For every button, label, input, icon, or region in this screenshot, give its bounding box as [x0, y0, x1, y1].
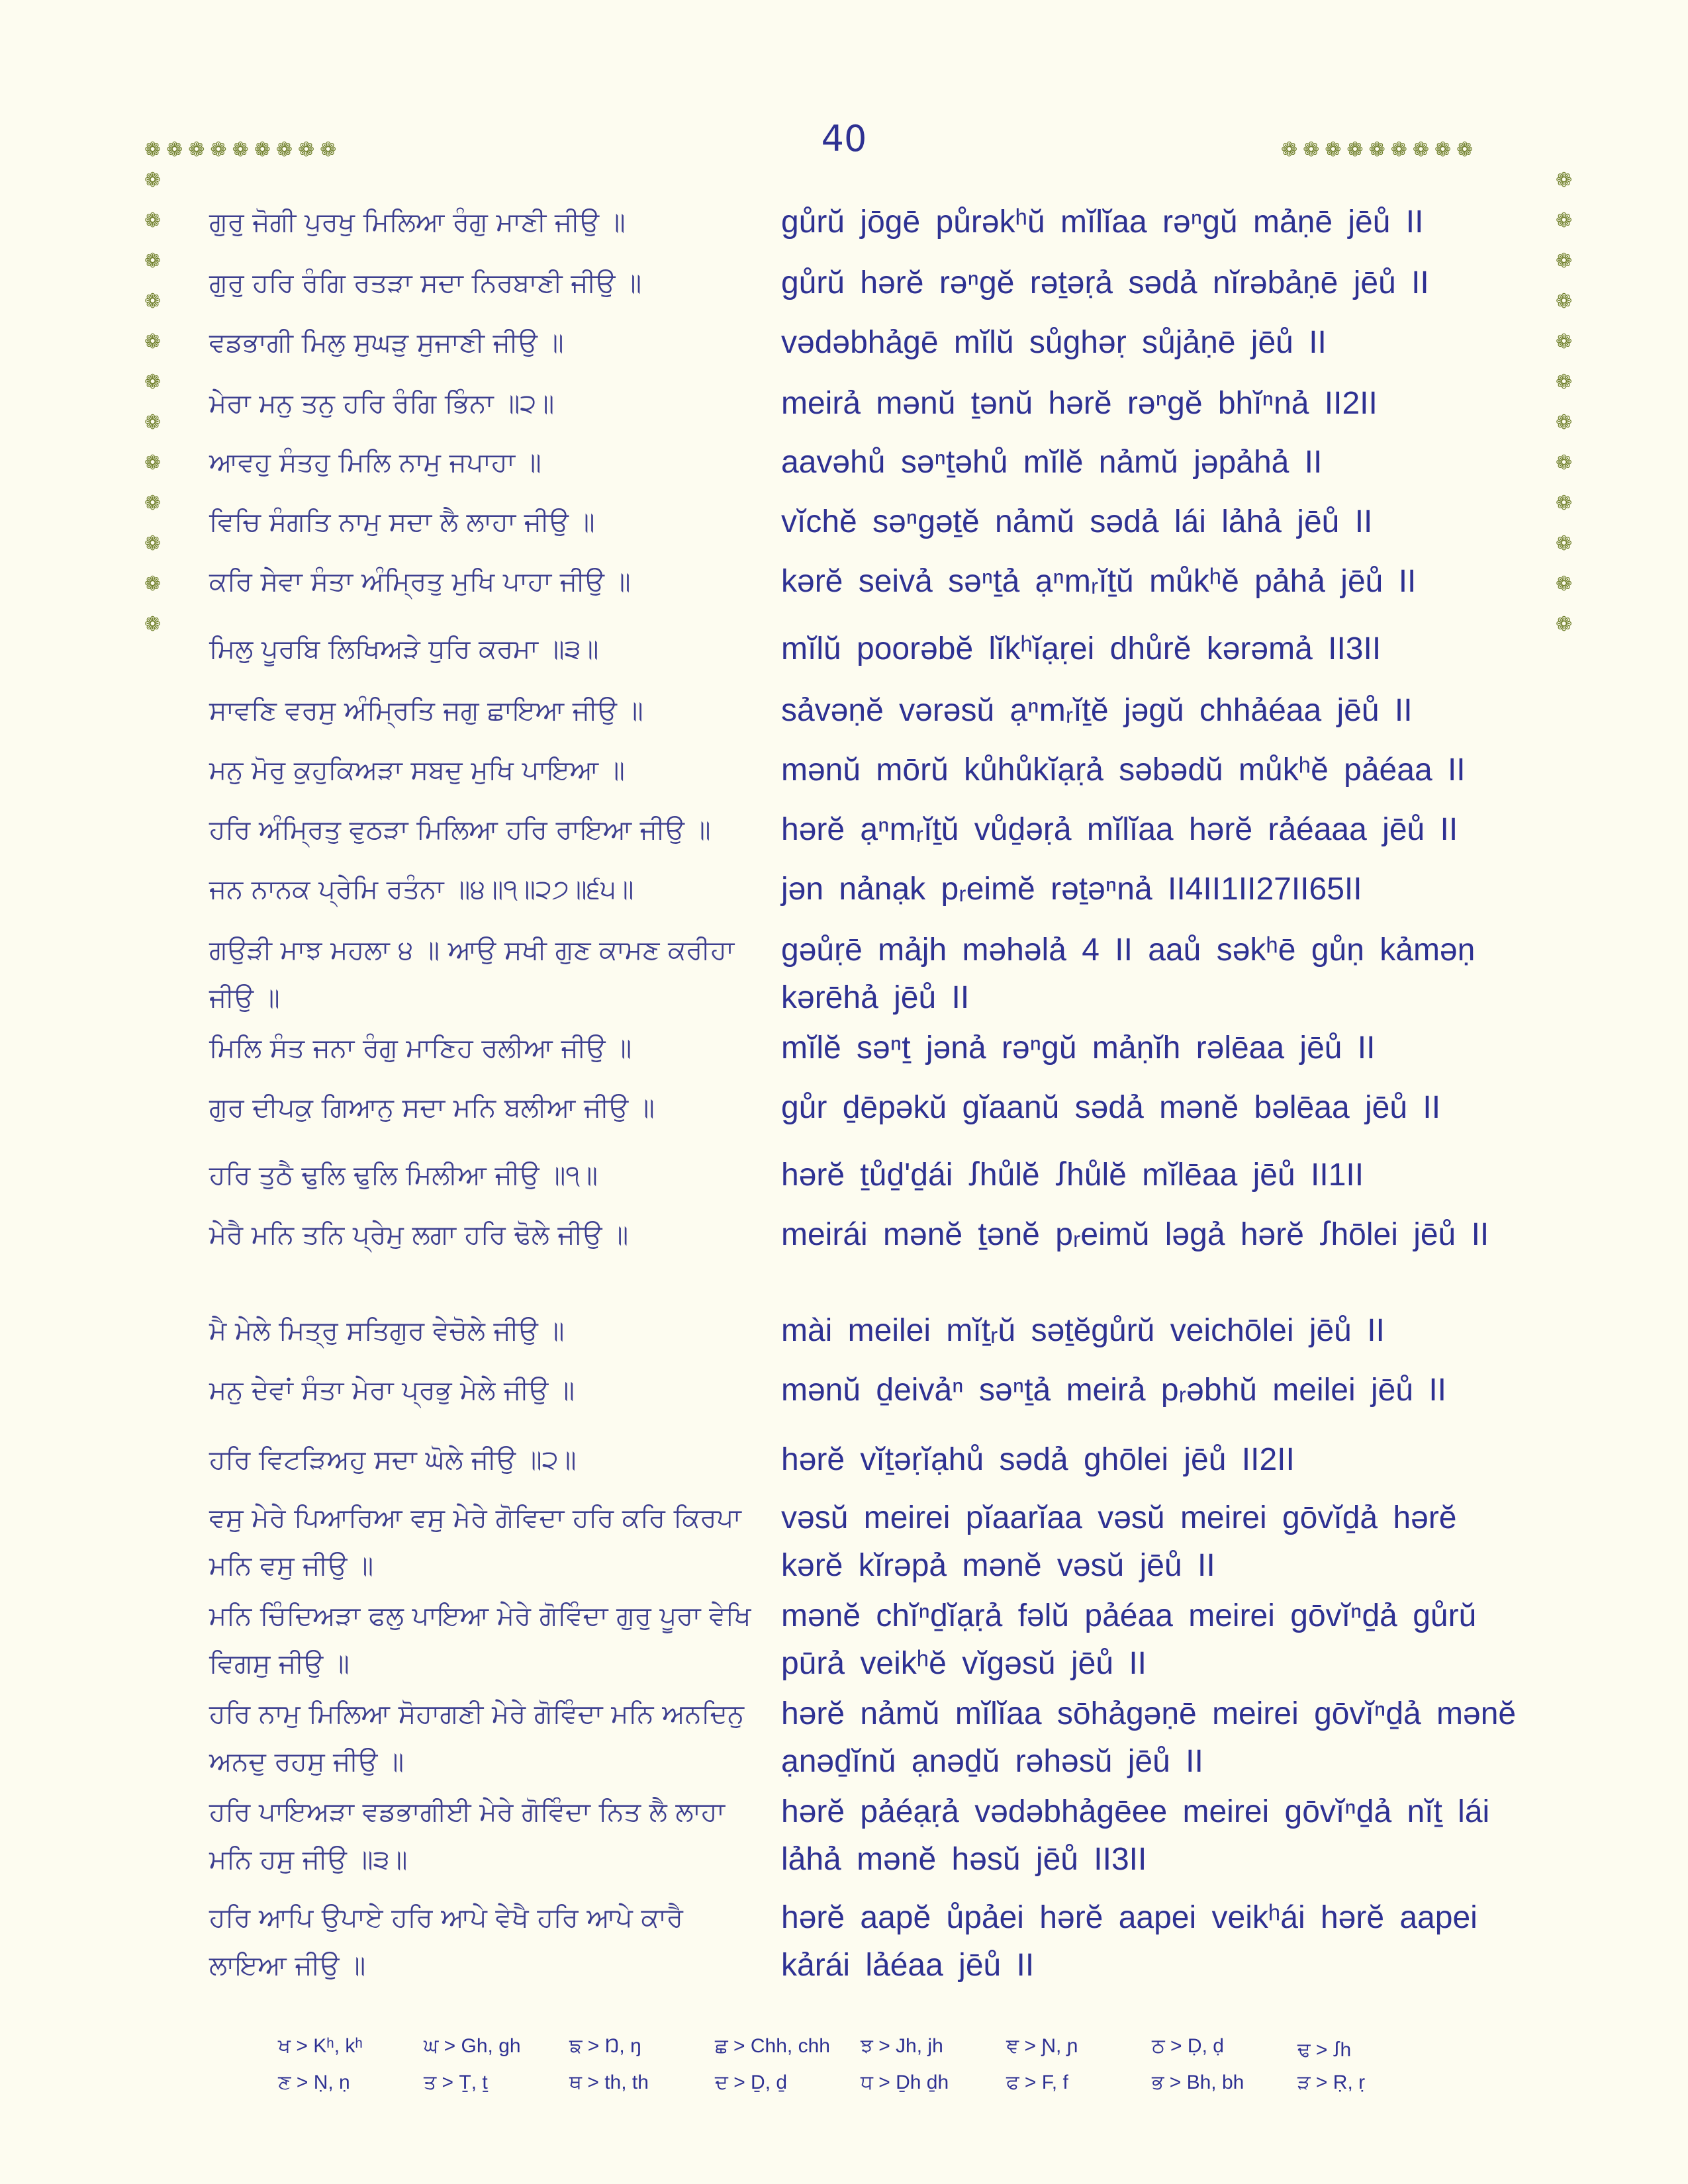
gurmukhi-text: ਵਸੁ ਮੇਰੇ ਪਿਆਰਿਆ ਵਸੁ ਮੇਰੇ ਗੋਵਿਦਾ ਹਰਿ ਕਰਿ ਕਿਰਪਾ ਮਨਿ ਵਸੁ ਜੀਉ ॥: [209, 1503, 741, 1581]
legend-entry: ਠ > Ḍ, ḍ: [1152, 2035, 1224, 2057]
legend-entry: ਤ > Ṯ, ṯ: [424, 2071, 488, 2093]
legend-entry: ਣ > Ṇ, ṇ: [278, 2071, 350, 2093]
gurmukhi-text: ਮੈ ਮੇਲੇ ਮਿਤ੍ਰੁ ਸਤਿਗੁਰ ਵੇਚੋਲੇ ਜੀਉ ॥: [209, 1316, 565, 1346]
transliteration-text: sảvəṇĕ vərəsŭ ạⁿmᵣĭṯĕ jəgŭ chhảéaa jēů II: [781, 693, 1413, 728]
legend-entry: ਥ > th, th: [569, 2071, 649, 2093]
transliteration-text: meirả mənŭ ṯənŭ hərĕ rəⁿgĕ bhĭⁿnả II2II: [781, 386, 1378, 421]
legend-entry: ਝ > Jh, jh: [861, 2035, 943, 2057]
gurmukhi-text: ਹਰਿ ਪਾਇਅੜਾ ਵਡਭਾਗੀਈ ਮੇਰੇ ਗੋਵਿੰਦਾ ਨਿਤ ਲੈ ਲਾਹਾ ਮਨਿ ਹਸੁ ਜੀਉ ॥੩॥: [209, 1797, 726, 1875]
gurmukhi-text: ਹਰਿ ਨਾਮੁ ਮਿਲਿਆ ਸੋਹਾਗਣੀ ਮੇਰੇ ਗੋਵਿੰਦਾ ਮਨਿ ਅਨਦਿਨੁ ਅਨਦੁ ਰਹਸੁ ਜੀਉ ॥: [209, 1699, 744, 1777]
transliteration-text: mənŭ mōrŭ kůhůkĭạṛả səbədŭ můkʰĕ pảéaa II: [781, 752, 1466, 788]
gurmukhi-text: ਗੁਰ ਦੀਪਕੁ ਗਿਆਨੁ ਸਦਾ ਮਨਿ ਬਲੀਆ ਜੀਉ ॥: [209, 1093, 655, 1123]
gurmukhi-text: ਮਿਲੁ ਪੂਰਬਿ ਲਿਖਿਅੜੇ ਧੁਰਿ ਕਰਮਾ ॥੩॥: [209, 634, 599, 664]
legend-entry: ਢ > ꭍh: [1297, 2039, 1352, 2061]
transliteration-text: hərĕ pảéạṛả vədəbhảgēee meirei gōvĭⁿḏả nĭṯ lái lảhả mənĕ həsŭ jēů II3II: [781, 1794, 1490, 1877]
transliteration-text: aavəhů səⁿṯəhů mĭlĕ nảmŭ jəpảhả II: [781, 445, 1323, 480]
gurmukhi-text: ਸਾਵਣਿ ਵਰਸੁ ਅੰਮ੍ਰਿਤਿ ਜਗੁ ਛਾਇਆ ਜੀਉ ॥: [209, 696, 643, 726]
transliteration-text: mənŭ ḏeivảⁿ səⁿṯả meirả pᵣəbhŭ meilei jēů II: [781, 1373, 1447, 1408]
gurmukhi-text: ਗੁਰੁ ਜੋਗੀ ਪੁਰਖੁ ਮਿਲਿਆ ਰੰਗੁ ਮਾਣੀ ਜੀਉ ॥: [209, 207, 626, 238]
gurmukhi-text: ਹਰਿ ਵਿਟੜਿਅਹੁ ਸਦਾ ਘੋਲੇ ਜੀਉ ॥੨॥: [209, 1445, 577, 1475]
gurmukhi-text: ਵਡਭਾਗੀ ਮਿਲੁ ਸੁਘੜੁ ਸੁਜਾਣੀ ਜੀਉ ॥: [209, 328, 564, 358]
transliteration-text: vĭchĕ səⁿgəṯĕ nảmŭ sədả lái lảhả jēů II: [781, 504, 1373, 539]
transliteration-text: gůr ḏēpəkŭ gĭaanŭ sədả mənĕ bəlēaa jēů II: [781, 1090, 1441, 1125]
legend-entry: ਧ > Ḏh ḏh: [861, 2071, 949, 2093]
transliteration-text: mài meilei mĭṯᵣŭ səṯĕgůrŭ veichōlei jēů II: [781, 1313, 1385, 1348]
legend-entry: ਞ > Ɲ, ɲ: [1006, 2035, 1078, 2057]
gurmukhi-text: ਵਿਚਿ ਸੰਗਤਿ ਨਾਮੁ ਸਦਾ ਲੈ ਲਾਹਾ ਜੀਉ ॥: [209, 507, 595, 537]
legend-entry: ਫ > F, f: [1006, 2071, 1068, 2093]
gurmukhi-text: ਮਨੁ ਦੇਵਾਂ ਸੰਤਾ ਮੇਰਾ ਪ੍ਰਭੁ ਮੇਲੇ ਜੀਉ ॥: [209, 1375, 575, 1406]
transliteration-text: vədəbhảgē mĭlŭ sůghəṛ sůjảṇē jēů II: [781, 325, 1327, 360]
transliteration-text: gůrŭ jōgē půrəkʰŭ mĭlĭaa rəⁿgŭ mảṇē jēů II: [781, 205, 1424, 240]
transliteration-text: hərĕ ṯůḏ'ḏái ꭍhůlĕ ꭍhůlĕ mĭlēaa jēů II1II: [781, 1158, 1364, 1193]
legend-entry: ਘ > Gh, gh: [424, 2035, 521, 2057]
page-number: 40: [821, 118, 867, 159]
gurmukhi-text: ਮਨੁ ਮੋਰੁ ਕੁਹੁਕਿਅੜਾ ਸਬਦੁ ਮੁਖਿ ਪਾਇਆ ॥: [209, 755, 625, 786]
transliteration-text: meirái mənĕ ṯənĕ pᵣeimŭ ləgả hərĕ ꭍhōlei jēů II: [781, 1217, 1489, 1252]
transliteration-text: hərĕ aapĕ ůpảei hərĕ aapei veikʰái hərĕ aapei kảrái lảéaa jēů II: [781, 1900, 1477, 1983]
gurmukhi-text: ਮਿਲਿ ਸੰਤ ਜਨਾ ਰੰਗੁ ਮਾਣਿਹ ਰਲੀਆ ਜੀਉ ॥: [209, 1033, 632, 1064]
legend-entry: ਖ > Kʰ, kʰ: [278, 2035, 363, 2057]
transliteration-text: mĭlĕ səⁿṯ jənả rəⁿgŭ mảṇĭh rəlēaa jēů II: [781, 1030, 1376, 1066]
gurmukhi-text: ਗੁਰੁ ਹਰਿ ਰੰਗਿ ਰਤੜਾ ਸਦਾ ਨਿਰਬਾਣੀ ਜੀਉ ॥: [209, 268, 642, 298]
gurmukhi-text: ਜਨ ਨਾਨਕ ਪ੍ਰੇਮਿ ਰਤੰਨਾ ॥੪॥੧॥੨੭॥੬੫॥: [209, 874, 634, 905]
transliteration-text: gəůṛē mảjh məhəlả 4 II aaů səkʰē gůṇ kảməṇ kərēhả jēů II: [781, 933, 1476, 1015]
legend-row: [278, 2035, 1470, 2062]
transliteration-text: vəsŭ meirei pĭaarĭaa vəsŭ meirei gōvĭḏả hərĕ kərĕ kĭrəpả mənĕ vəsŭ jēů II: [781, 1500, 1457, 1583]
legend-entry: ੜ > Ṛ, ṛ: [1297, 2071, 1366, 2093]
transliteration-text: gůrŭ hərĕ rəⁿgĕ rəṯəṛả sədả nĭrəbảṇē jēů II: [781, 265, 1429, 300]
gurmukhi-text: ਹਰਿ ਤੁਠੈ ਢੁਲਿ ਢੁਲਿ ਮਿਲੀਆ ਜੀਉ ॥੧॥: [209, 1160, 598, 1191]
legend-row: [278, 2071, 1470, 2094]
transliteration-text: jən nảnạk pᵣeimĕ rəṯəⁿnả II4II1II27II65II: [781, 872, 1362, 907]
gurmukhi-text: ਹਰਿ ਅੰਮ੍ਰਿਤੁ ਵੁਠੜਾ ਮਿਲਿਆ ਹਰਿ ਰਾਇਆ ਜੀਉ ॥: [209, 815, 711, 845]
transliteration-text: hərĕ nảmŭ mĭlĭaa sōhảgəṇē meirei gōvĭⁿḏả mənĕ ạnəḏĭnŭ ạnəḏŭ rəhəsŭ jēů II: [781, 1696, 1517, 1779]
gurmukhi-text: ਗਉੜੀ ਮਾਝ ਮਹਲਾ ੪ ॥ ਆਉ ਸਖੀ ਗੁਣ ਕਾਮਣ ਕਰੀਹਾ ਜੀਉ ॥: [209, 935, 735, 1013]
transliteration-text: hərĕ vĭṯəṛĭạhů sədả ghōlei jēů II2II: [781, 1442, 1295, 1477]
ornament-right-column: ❁ ❁ ❁ ❁ ❁ ❁ ❁ ❁ ❁ ❁ ❁ ❁: [1556, 169, 1573, 636]
gurmukhi-text: ਮੇਰੈ ਮਨਿ ਤਨਿ ਪ੍ਰੇਮੁ ਲਗਾ ਹਰਿ ਢੋਲੇ ਜੀਉ ॥: [209, 1220, 629, 1250]
legend-entry: ਭ > Bh, bh: [1152, 2071, 1244, 2093]
transliteration-text: hərĕ ạⁿmᵣĭṯŭ vůḏəṛả mĭlĭaa hərĕ rảéaaa jēů II: [781, 812, 1458, 847]
transliteration-text: mənĕ chĭⁿḏĭạṛả fəlŭ pảéaa meirei gōvĭⁿḏả gůrŭ pūrả veikʰĕ vĭgəsŭ jēů II: [781, 1598, 1477, 1681]
ornament-top-left: ❁❁❁❁❁❁❁❁❁: [144, 138, 342, 161]
gurmukhi-text: ਕਰਿ ਸੇਵਾ ਸੰਤਾ ਅੰਮ੍ਰਿਤੁ ਮੁਖਿ ਪਾਹਾ ਜੀਉ ॥: [209, 567, 631, 597]
gurmukhi-text: ਮਨਿ ਚਿੰਦਿਅੜਾ ਫਲੁ ਪਾਇਆ ਮੇਰੇ ਗੋਵਿੰਦਾ ਗੁਰੁ ਪੂਰਾ ਵੇਖਿ ਵਿਗਸੁ ਜੀਉ ॥: [209, 1601, 751, 1679]
legend-entry: ਦ > Ḏ, ḏ: [715, 2071, 788, 2093]
gurmukhi-text: ਮੇਰਾ ਮਨੁ ਤਨੁ ਹਰਿ ਰੰਗਿ ਭਿੰਨਾ ॥੨॥: [209, 388, 555, 419]
gurmukhi-text: ਆਵਹੁ ਸੰਤਹੁ ਮਿਲਿ ਨਾਮੁ ਜਪਾਹਾ ॥: [209, 447, 541, 478]
ornament-left-column: ❁ ❁ ❁ ❁ ❁ ❁ ❁ ❁ ❁ ❁ ❁ ❁: [144, 169, 162, 636]
legend-entry: ਛ > Chh, chh: [715, 2035, 830, 2057]
ornament-top-right: ❁❁❁❁❁❁❁❁❁: [1281, 138, 1479, 161]
gurmukhi-text: ਹਰਿ ਆਪਿ ਉਪਾਏ ਹਰਿ ਆਪੇ ਵੇਖੈ ਹਰਿ ਆਪੇ ਕਾਰੈ ਲਾਇਆ ਜੀਉ ॥: [209, 1903, 683, 1981]
legend-entry: ਙ > Ŋ, ŋ: [569, 2035, 641, 2057]
transliteration-text: mĭlŭ poorəbĕ lĭkʰĭạṛei dhůrĕ kərəmả II3II: [781, 631, 1382, 666]
transliteration-text: kərĕ seivả səⁿṯả ạⁿmᵣĭṯŭ můkʰĕ pảhả jēů II: [781, 564, 1417, 599]
transliteration-legend: [278, 2035, 1470, 2094]
